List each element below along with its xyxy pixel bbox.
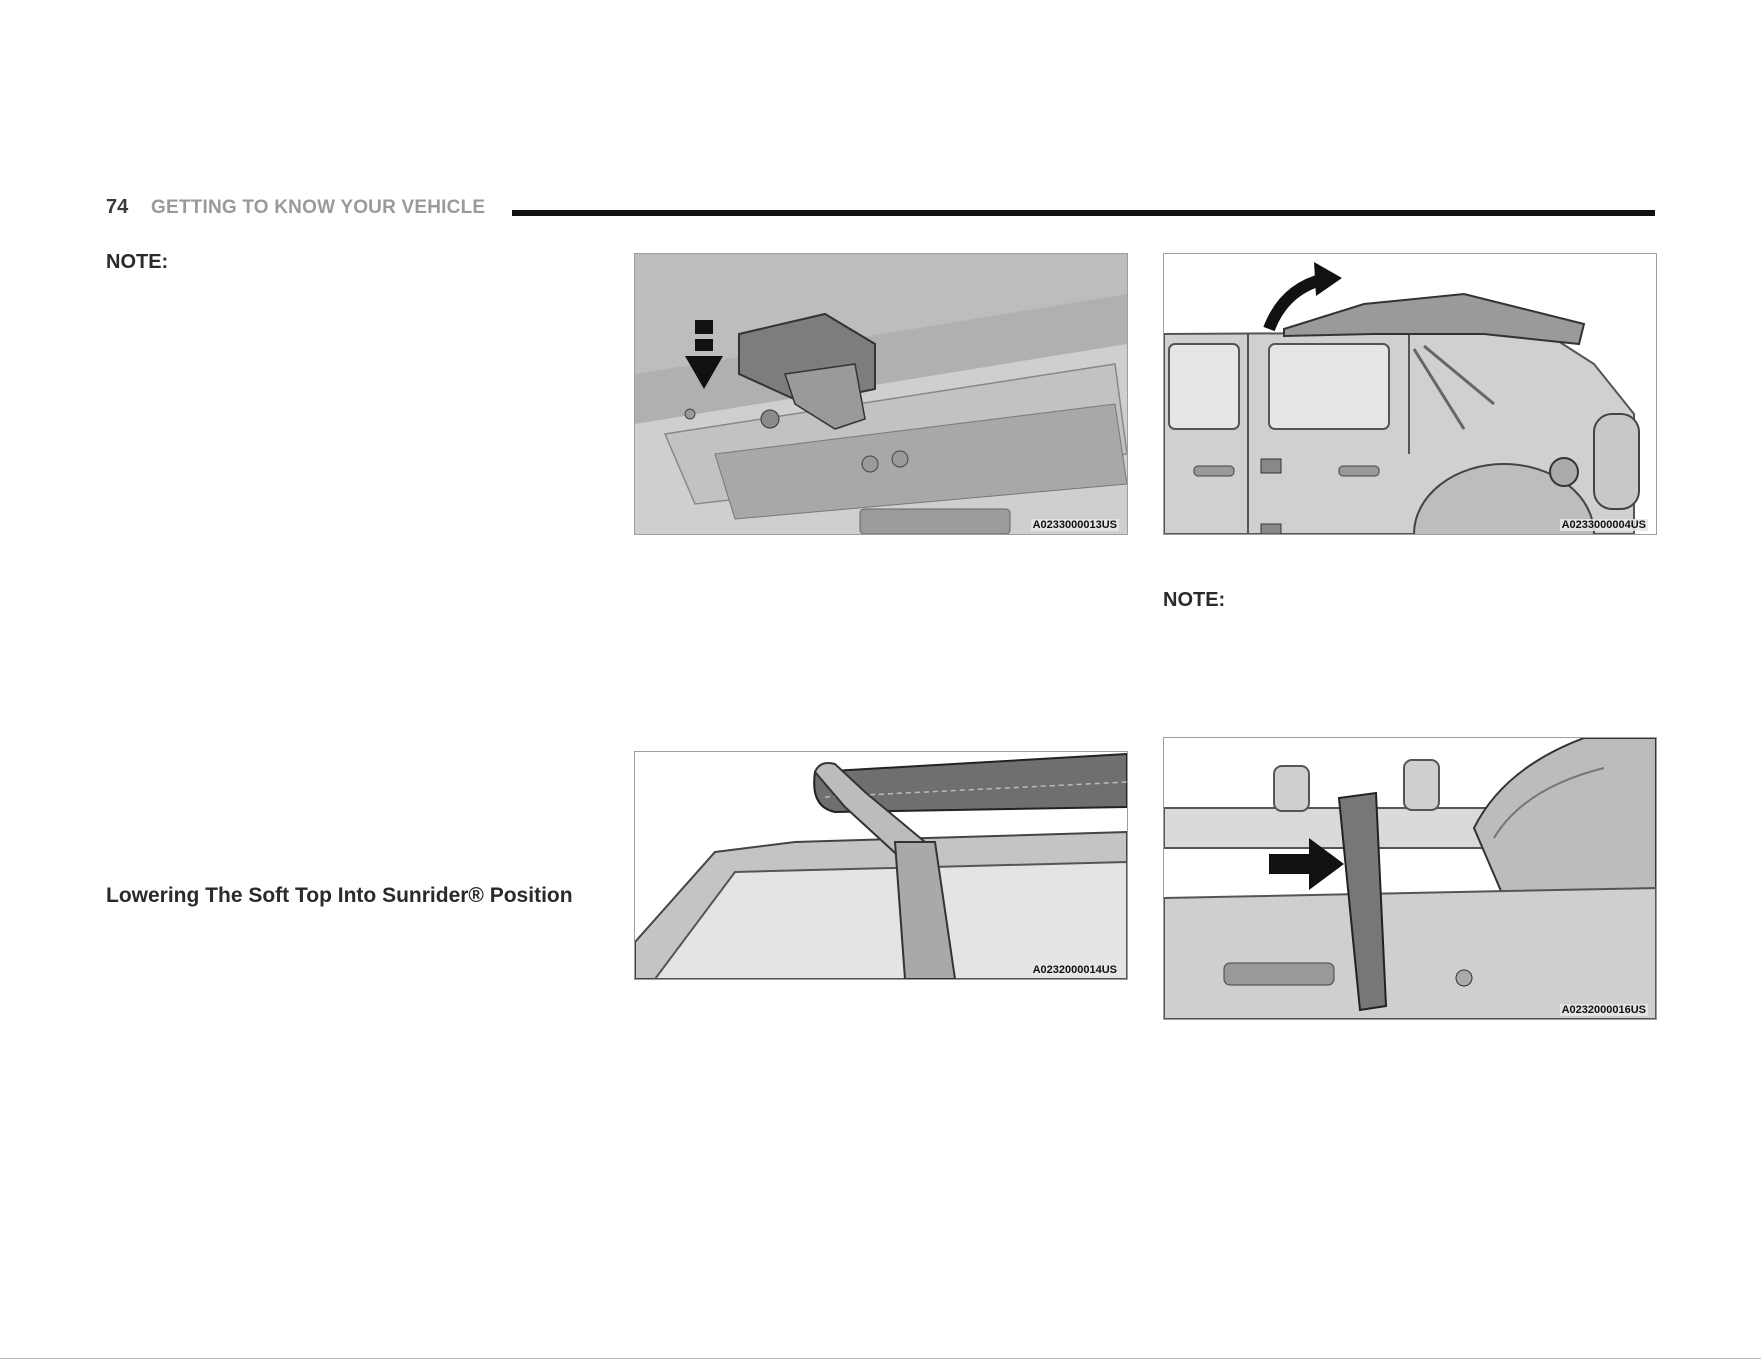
page-number: 74 (106, 196, 129, 218)
figure-latch-release (634, 253, 1128, 535)
figure-code: A0233000004US (1561, 519, 1646, 531)
figure-code: A0232000014US (1032, 964, 1117, 976)
figure-strap-release (1163, 737, 1657, 1020)
note-label-right: NOTE: (1163, 589, 1226, 611)
figure-code: A0233000013US (1032, 519, 1117, 531)
header-rule (512, 210, 1655, 216)
note-label-left: NOTE: (106, 251, 169, 273)
figure-code: A0232000016US (1561, 1004, 1646, 1016)
bottom-rule (0, 1358, 1761, 1359)
section-title: GETTING TO KNOW YOUR VEHICLE (151, 197, 486, 218)
figure-vehicle-top-fold (1163, 253, 1657, 535)
figure-hand-soft-top (634, 751, 1128, 980)
subheading-lowering-soft-top: Lowering The Soft Top Into Sunrider® Position (106, 884, 573, 907)
